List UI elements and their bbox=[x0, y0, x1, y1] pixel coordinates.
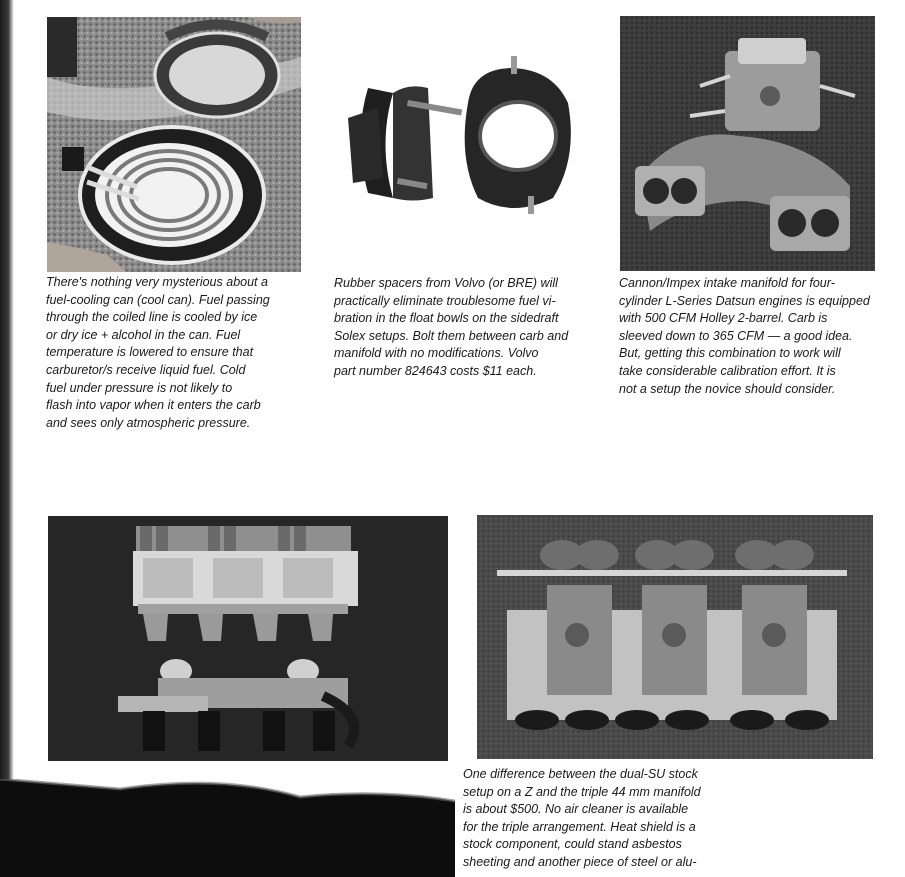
caption-line: manifold with no modifications. Volvo bbox=[334, 346, 539, 361]
caption-cool-can bbox=[46, 274, 316, 432]
caption-line: fuel under pressure is not likely to bbox=[46, 380, 233, 395]
caption-line: or dry ice + alcohol in the can. Fuel bbox=[46, 327, 241, 342]
caption-line: Cannon/Impex intake manifold for four- bbox=[619, 276, 835, 290]
caption-line: fuel-cooling can (cool can). Fuel passing bbox=[46, 292, 270, 307]
caption-line: setup on a Z and the triple 44 mm manifold bbox=[463, 784, 701, 799]
caption-line: bration in the float bowls on the sidedraft bbox=[334, 311, 559, 326]
caption-line: But, getting this combination to work will bbox=[619, 346, 841, 361]
caption-line: with 500 CFM Holley 2-barrel. Carb is bbox=[619, 311, 828, 326]
caption-line: sleeved down to 365 CFM — a good idea. bbox=[619, 328, 853, 343]
triple-44mm-illustration bbox=[477, 515, 873, 759]
caption-line: stock component, could stand asbestos bbox=[463, 837, 682, 852]
caption-line: flash into vapor when it enters the carb bbox=[46, 398, 261, 413]
caption-line: temperature is lowered to ensure that bbox=[46, 345, 254, 360]
caption-line: is about $500. No air cleaner is available bbox=[463, 802, 689, 817]
rubber-spacers-illustration bbox=[338, 48, 582, 223]
photo-cannon-manifold bbox=[620, 16, 875, 271]
scan-shadow bbox=[0, 779, 455, 877]
caption-line: Rubber spacers from Volvo (or BRE) will bbox=[334, 276, 558, 290]
cool-can-illustration bbox=[47, 17, 301, 272]
caption-line: carburetor/s receive liquid fuel. Cold bbox=[46, 362, 246, 377]
caption-triple-manifold bbox=[463, 766, 753, 872]
caption-line: for the triple arrangement. Heat shield is a bbox=[463, 819, 696, 834]
photo-triple-44mm bbox=[477, 515, 873, 759]
caption-line: One difference between the dual-SU stock bbox=[463, 767, 698, 781]
triple-manifold-illustration bbox=[48, 516, 448, 761]
caption-rubber-spacers bbox=[334, 275, 604, 381]
caption-line: practically eliminate troublesome fuel vi- bbox=[334, 293, 556, 308]
caption-line: Solex setups. Bolt them between carb and bbox=[334, 328, 569, 343]
caption-line: sheeting and another piece of steel or alu- bbox=[463, 854, 697, 869]
caption-line: through the coiled line is cooled by ice bbox=[46, 310, 258, 325]
caption-line: part number 824643 costs $11 each. bbox=[334, 363, 537, 378]
caption-cannon-manifold bbox=[619, 275, 899, 398]
photo-triple-manifold bbox=[48, 516, 448, 761]
photo-cool-can bbox=[47, 17, 301, 272]
caption-line: and sees only atmospheric pressure. bbox=[46, 415, 251, 430]
caption-line: There's nothing very mysterious about a bbox=[46, 275, 268, 289]
photo-rubber-spacers bbox=[338, 48, 582, 223]
caption-line: take considerable calibration effort. It is bbox=[619, 363, 836, 378]
caption-line: not a setup the novice should consider. bbox=[619, 381, 836, 396]
scan-gutter bbox=[0, 0, 14, 877]
caption-line: cylinder L-Series Datsun engines is equipped bbox=[619, 293, 870, 308]
cannon-manifold-illustration bbox=[620, 16, 875, 271]
